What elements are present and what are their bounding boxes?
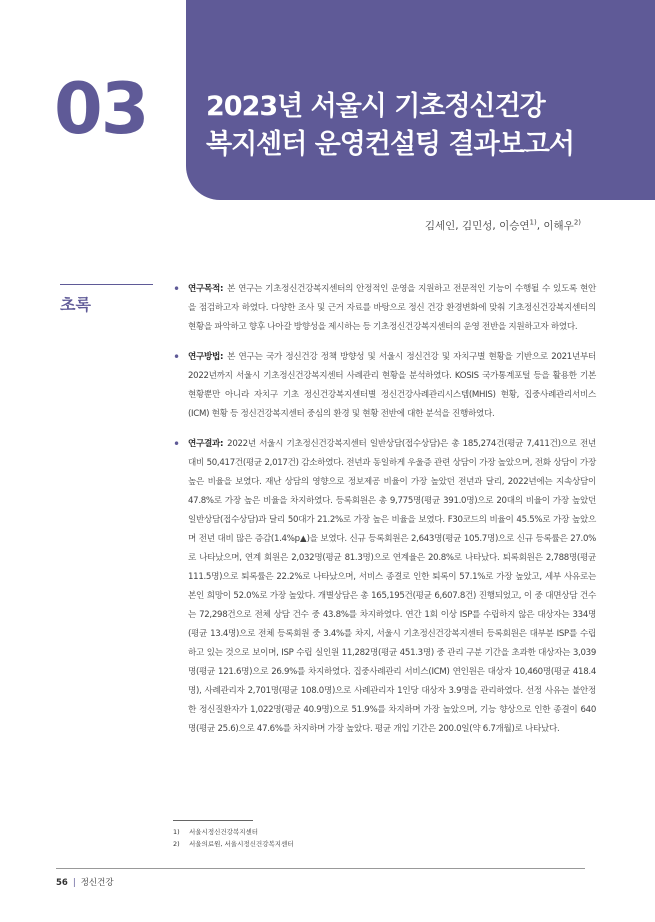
footnote-text: 서울시정신건강복지센터 (189, 828, 259, 836)
footnote-number: 1) (173, 828, 180, 836)
footer-separator: | (72, 878, 76, 888)
bullet-dot-icon: • (173, 350, 180, 364)
abstract-rule (60, 284, 153, 285)
section-lead: 연구목적: (188, 284, 224, 294)
footnote-text: 서울의료원, 서울시정신건강복지센터 (189, 840, 294, 848)
author-list (425, 218, 581, 233)
abstract-section-method (171, 348, 596, 424)
abstract-label: 초록 (60, 295, 91, 314)
paper-title-line-1: 2023년 서울시 기초정신건강 (206, 91, 545, 122)
paper-title (206, 88, 646, 164)
bullet-dot-icon: • (173, 437, 180, 451)
section-text: 본 연구는 국가 정신건강 정책 방향성 및 서울시 정신건강 및 자치구별 현황을 기반으로 2021년부터 2022년까지 서울시 기초정신건강복지센터 사례관리 현황을 분석하였다. KOSIS 국가통계포털 등을 활용한 기본 현황뿐만 아니라 자치구 기초 정신건강복지센터별 정신건강사례관리시스템(MHIS) 현황, 집중사례관리서비스(ICM) 현황 등 정신건강복지센터 중심의 환경 및 현황 전반에 대한 분석을 진행하였다. (188, 352, 596, 419)
footnote-2 (173, 838, 294, 850)
section-lead: 연구방법: (188, 352, 224, 362)
abstract-section-purpose (171, 280, 596, 337)
section-text: 본 연구는 기초정신건강복지센터의 안정적인 운영을 지원하고 전문적인 기능이 수행될 수 있도록 현안을 점검하고자 하였다. 다양한 조사 및 근거 자료를 바탕으로 정신 건강 환경변화에 맞춰 기초정신건강복지센터의 현황을 파악하고 향후 나아갈 방향성을 제시하는 등 기초정신건강복지센터의 운영 전반을 지원하고자 하였다. (188, 284, 596, 332)
page-footer (56, 876, 114, 888)
journal-name: 정신건강 (80, 878, 114, 888)
author-names: 김세인, 김민성, 이승연 (424, 220, 530, 232)
section-text: 2022년 서울시 기초정신건강복지센터 일반상담(접수상담)은 총 185,274건(평균 7,411건)으로 전년 대비 50,417건(평균 2,017건) 감소하였다. 전년과 동일하게 우울증 관련 상담이 가장 높았으며, 전화 상담이 가장 높은 비율을 보였다. 재난 상담의 영향으로 정보제공 비율이 가장 높았던 전년과 달리, 2022년에는 지속상담이 47.8%로 가장 높은 비율을 차지하였다. 등록회원은 총 9,775명(평균 391.0명)으로 20대의 비율이 가장 높았던 일반상담(접수상담)과 달리 50대가 21.2%로 가장 높은 비율을 보였다. F30코드의 비율이 45.5%로 가장 높았으며 전년 대비 많은 증감(1.4%p▲)을 보였다. 신규 등록회원은 2,643명(평균 105.7명)으로 신규 등록률은 27.0%로 나타났으며, 연계 회원은 2,032명(평균 81.3명)으로 연계율은 20.8%로 나타났다. 퇴록회원은 2,788명(평균 111.5명)으로 퇴록률은 22.2%로 나타났으며, 서비스 종결로 인한 퇴록이 57.1%로 가장 높았고, 세부 사유로는 본인 희망이 52.0%로 가장 높았다. 개별상담은 총 165,195건(평균 6,607.8건) 진행되었고, 이 중 대면상담 건수는 72,298건으로 전체 상담 건수 중 43.8%를 차지하였다. 연간 1회 이상 ISP를 수립하지 않은 대상자는 334명(평균 13.4명)으로 전체 등록회원 중 3.4%를 차지, 서울시 기초정신건강복지센터 등록회원은 대부분 ISP를 수립하고 있는 것으로 보이며, ISP 수립 실인원 11,282명(평균 451.3명) 중 관리 구분 기간을 초과한 대상자는 3,039명(평균 121.6명)으로 26.9%를 차지하였다. 집중사례관리 서비스(ICM) 연인원은 대상자 10,460명(평균 418.4명), 사례관리자 2,701명(평균 108.0명)으로 사례관리자 1인당 대상자 3.9명을 관리하였다. 선정 사유는 불안정한 정신질환자가 1,022명(평균 40.9명)으로 51.9%를 차지하며 가장 높았으며, 기능 향상으로 인한 종결이 640명(평균 25.6)으로 47.6%를 차지하며 가장 높았다. 평균 개입 기간은 200.0일(약 6.7개월)로 나타났다. (188, 439, 596, 734)
page-number: 56 (56, 878, 68, 888)
footnote-1 (173, 826, 294, 838)
author-separator: , 이해우 (536, 220, 574, 232)
abstract-section-results (171, 435, 596, 739)
paper-title-line-2: 복지센터 운영컨설팅 결과보고서 (206, 129, 574, 160)
chapter-number: 03 (54, 68, 148, 150)
author-footnote-mark-1: 1) (529, 218, 537, 227)
author-footnote-mark-2: 2) (573, 218, 581, 227)
footer-rule (56, 868, 585, 869)
footnote-number: 2) (173, 840, 180, 848)
footnote-rule (173, 820, 253, 821)
section-lead: 연구결과: (188, 439, 224, 449)
abstract-body (171, 280, 596, 750)
footnotes (173, 826, 294, 850)
bullet-dot-icon: • (173, 282, 180, 296)
